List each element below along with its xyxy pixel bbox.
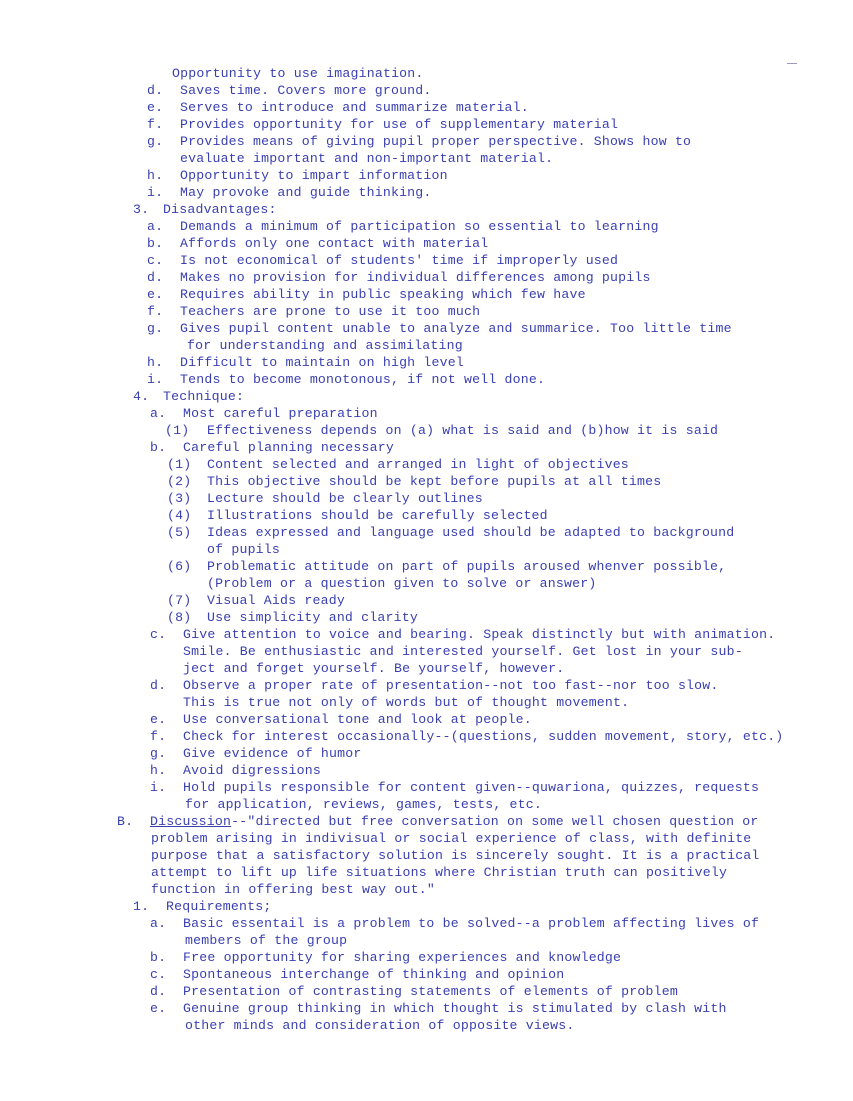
tech-b-5: (5) Ideas expressed and language used should be adapted to background [167,525,735,540]
tech-b-5-cont: of pupils [207,542,281,557]
dis-item-c: c. Is not economical of students' time if improperly used [147,253,619,268]
tech-b-8: (8) Use simplicity and clarity [167,610,418,625]
tech-b-3: (3) Lecture should be clearly outlines [167,491,483,506]
discussion-cont-2: purpose that a satisfactory solution is sincerely sought. It is a practical [151,848,760,863]
req-item-c: c. Spontaneous interchange of thinking and opinion [150,967,565,982]
dis-item-i: i. Tends to become monotonous, if not well done. [147,372,546,387]
dis-item-d: d. Makes no provision for individual differences among pupils [147,270,651,285]
dis-item-e: e. Requires ability in public speaking which few have [147,287,586,302]
discussion-cont-3: attempt to lift up life situations where Christian truth can positively [151,865,728,880]
tech-item-c: c. Give attention to voice and bearing. Speak distinctly but with animation. [150,627,776,642]
heading-disadvantages: 3. Disadvantages: [133,202,277,217]
dis-item-g: g. Gives pupil content unable to analyze and summarice. Too little time [147,321,732,336]
stray-mark [787,63,797,64]
line-1: Opportunity to use imagination. [172,66,424,81]
tech-d-cont: This is true not only of words but of thought movement. [183,695,630,710]
tech-a-1: (1) Effectiveness depends on (a) what is said and (b)how it is said [165,423,719,438]
tech-item-d: d. Observe a proper rate of presentation--not too fast--nor too slow. [150,678,719,693]
req-item-d: d. Presentation of contrasting statements of elements of problem [150,984,678,999]
dis-item-a: a. Demands a minimum of participation so essential to learning [147,219,659,234]
tech-item-f: f. Check for interest occasionally--(questions, sudden movement, story, etc.) [150,729,784,744]
item-i: i. May provoke and guide thinking. [147,185,432,200]
tech-item-e: e. Use conversational tone and look at people. [150,712,532,727]
tech-b-1: (1) Content selected and arranged in light of objectives [167,457,629,472]
tech-b-7: (7) Visual Aids ready [167,593,345,608]
tech-item-g: g. Give evidence of humor [150,746,362,761]
dis-item-b: b. Affords only one contact with material [147,236,489,251]
heading-technique: 4. Technique: [133,389,245,404]
tech-c-cont-1: Smile. Be enthusiastic and interested yourself. Get lost in your sub- [183,644,743,659]
req-a-cont: members of the group [185,933,348,948]
tech-b-2: (2) This objective should be kept before pupils at all times [167,474,662,489]
item-e: e. Serves to introduce and summarize material. [147,100,529,115]
req-item-b: b. Free opportunity for sharing experiences and knowledge [150,950,622,965]
tech-b-6: (6) Problematic attitude on part of pupils aroused whenver possible, [167,559,727,574]
dis-item-g-cont: for understanding and assimilating [187,338,463,353]
tech-i-cont: for application, reviews, games, tests, etc. [185,797,543,812]
tech-item-b: b. Careful planning necessary [150,440,394,455]
discussion-cont-1: problem arising in indivisual or social experience of class, with definite [151,831,752,846]
tech-b-6-cont: (Problem or a question given to solve or answer) [207,576,597,591]
req-item-a: a. Basic essentail is a problem to be solved--a problem affecting lives of [150,916,760,931]
item-g-cont: evaluate important and non-important material. [180,151,554,166]
tech-c-cont-2: ject and forget yourself. Be yourself, however. [183,661,565,676]
item-g: g. Provides means of giving pupil proper perspective. Shows how to [147,134,692,149]
section-b-discussion: B. Discussion--"directed but free conversation on some well chosen question or [117,814,759,829]
tech-item-h: h. Avoid digressions [150,763,321,778]
dis-item-f: f. Teachers are prone to use it too much [147,304,481,319]
tech-item-a: a. Most careful preparation [150,406,378,421]
item-d: d. Saves time. Covers more ground. [147,83,432,98]
req-item-e: e. Genuine group thinking in which thought is stimulated by clash with [150,1001,727,1016]
item-h: h. Opportunity to impart information [147,168,448,183]
dis-item-h: h. Difficult to maintain on high level [147,355,464,370]
heading-requirements: 1. Requirements; [133,899,272,914]
discussion-cont-4: function in offering best way out." [151,882,435,897]
discussion-term: Discussion [150,814,232,829]
req-e-cont: other minds and consideration of opposite views. [185,1018,575,1033]
item-f: f. Provides opportunity for use of supplementary material [147,117,619,132]
tech-b-4: (4) Illustrations should be carefully selected [167,508,548,523]
tech-item-i: i. Hold pupils responsible for content given--quwariona, quizzes, requests [150,780,760,795]
